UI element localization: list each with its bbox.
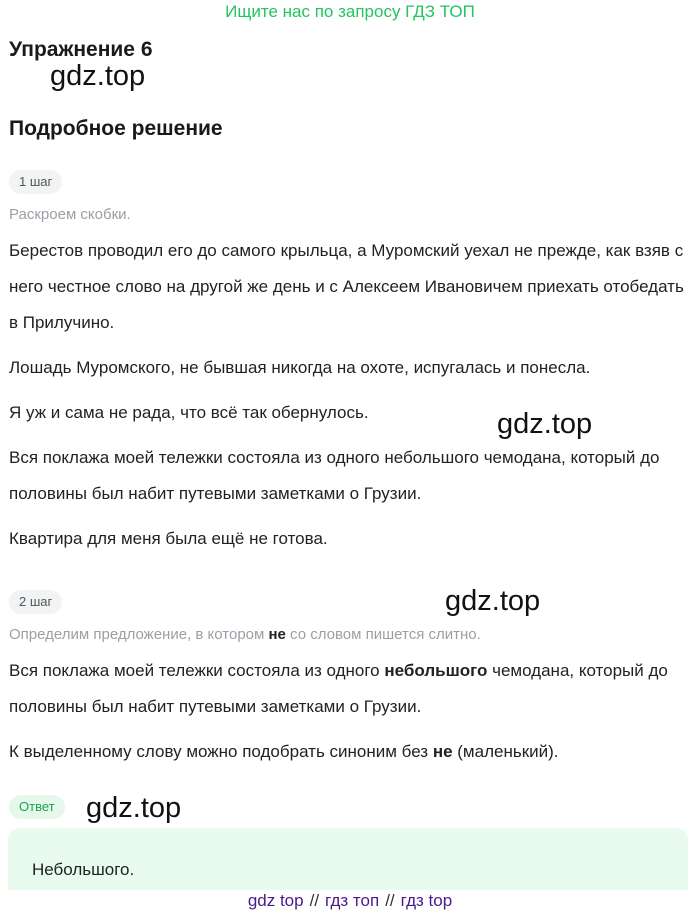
watermark: gdz.top (86, 792, 182, 824)
step-2-paragraph: К выделенному слову можно подобрать синоним без не (маленький). (9, 742, 559, 761)
step-1-paragraph: Я уж и сама не рада, что всё так обернулось. (9, 403, 369, 422)
step-2-paragraph: Вся поклажа моей тележки состояла из одного небольшого чемодана, который до половины был набит путевыми заметками о Грузии. (9, 661, 668, 716)
watermark: gdz.top (50, 60, 146, 92)
answer-box (8, 828, 688, 890)
step-1-paragraph: Лошадь Муромского, не бывшая никогда на охоте, испугалась и понесла. (9, 358, 591, 377)
answer-text: Небольшого. (32, 860, 135, 879)
watermark: gdz.top (445, 585, 541, 617)
step-1-hint: Раскроем скобки. (9, 206, 131, 223)
footer-link[interactable]: гдз top (400, 891, 453, 910)
answer-badge: Ответ (9, 795, 65, 819)
search-promo-link[interactable]: Ищите нас по запросу ГДЗ ТОП (225, 2, 475, 21)
footer-link[interactable]: гдз топ (325, 891, 380, 910)
step-1-paragraph: Берестов проводил его до самого крыльца, а Муромский уехал не прежде, как взяв с него честное слово на другой же день и с Алексеем Ивановичем приехать отобедать в Прилучино. (9, 241, 684, 332)
step-1-paragraph: Вся поклажа моей тележки состояла из одного небольшого чемодана, который до половины был набит путевыми заметками о Грузии. (9, 448, 660, 503)
solution-heading: Подробное решение (9, 117, 223, 140)
footer-link[interactable]: gdz top (247, 891, 304, 910)
exercise-title: Упражнение 6 (9, 38, 153, 61)
footer-links (0, 891, 700, 911)
step-2-badge: 2 шаг (9, 590, 62, 614)
footer-separator: // (309, 891, 320, 910)
step-2-hint: Определим предложение, в котором не со словом пишется слитно. (9, 626, 481, 643)
footer-separator: // (385, 891, 395, 910)
watermark: gdz.top (497, 408, 593, 440)
step-1-badge: 1 шаг (9, 170, 62, 194)
step-1-paragraph: Квартира для меня была ещё не готова. (9, 529, 328, 548)
